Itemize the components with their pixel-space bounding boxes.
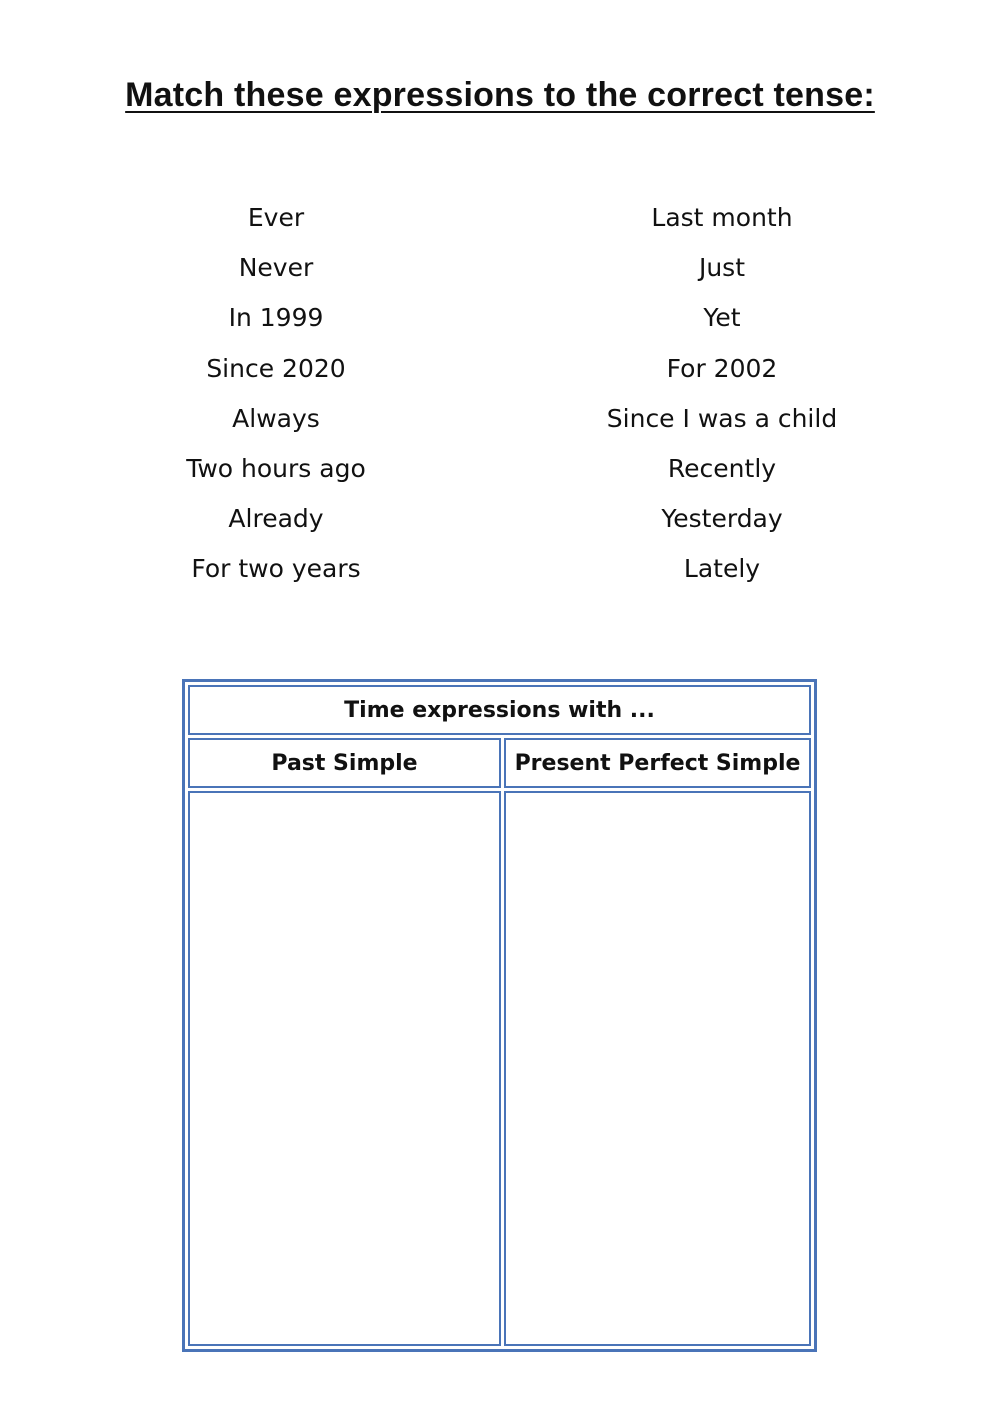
past-simple-header: Past Simple (271, 750, 418, 776)
present-perfect-header: Present Perfect Simple (514, 750, 801, 776)
expression-item[interactable]: Recently (667, 453, 777, 483)
expression-item[interactable]: Ever (247, 203, 305, 232)
expression-list-right (572, 196, 872, 598)
page-title: Match these expressions to the correct tense: (125, 76, 875, 114)
expression-item[interactable]: Since I was a child (606, 403, 838, 433)
table-header-text: Time expressions with ... (344, 697, 655, 723)
expression-item[interactable]: Since 2020 (206, 353, 346, 383)
expression-item[interactable]: Never (238, 253, 314, 283)
expression-item[interactable]: For 2002 (666, 353, 778, 383)
expression-item[interactable]: In 1999 (228, 303, 324, 333)
past-simple-drop-zone[interactable] (188, 791, 501, 1346)
present-perfect-header-cell (504, 738, 811, 788)
past-simple-header-cell (188, 738, 501, 788)
table-header-cell (188, 685, 811, 735)
expression-item[interactable]: For two years (191, 554, 361, 584)
expression-item[interactable]: Always (232, 403, 320, 433)
expression-item[interactable]: Two hours ago (186, 453, 366, 483)
expression-item[interactable]: Already (228, 504, 324, 534)
expression-item[interactable]: Just (698, 253, 746, 283)
tense-sorting-table (182, 679, 817, 1352)
expression-list-left (126, 196, 426, 598)
present-perfect-drop-zone[interactable] (504, 791, 811, 1346)
expression-item[interactable]: Yet (703, 303, 741, 333)
expression-item[interactable]: Lately (683, 554, 761, 584)
expression-item[interactable]: Yesterday (661, 504, 783, 534)
expression-item[interactable]: Last month (651, 203, 793, 232)
